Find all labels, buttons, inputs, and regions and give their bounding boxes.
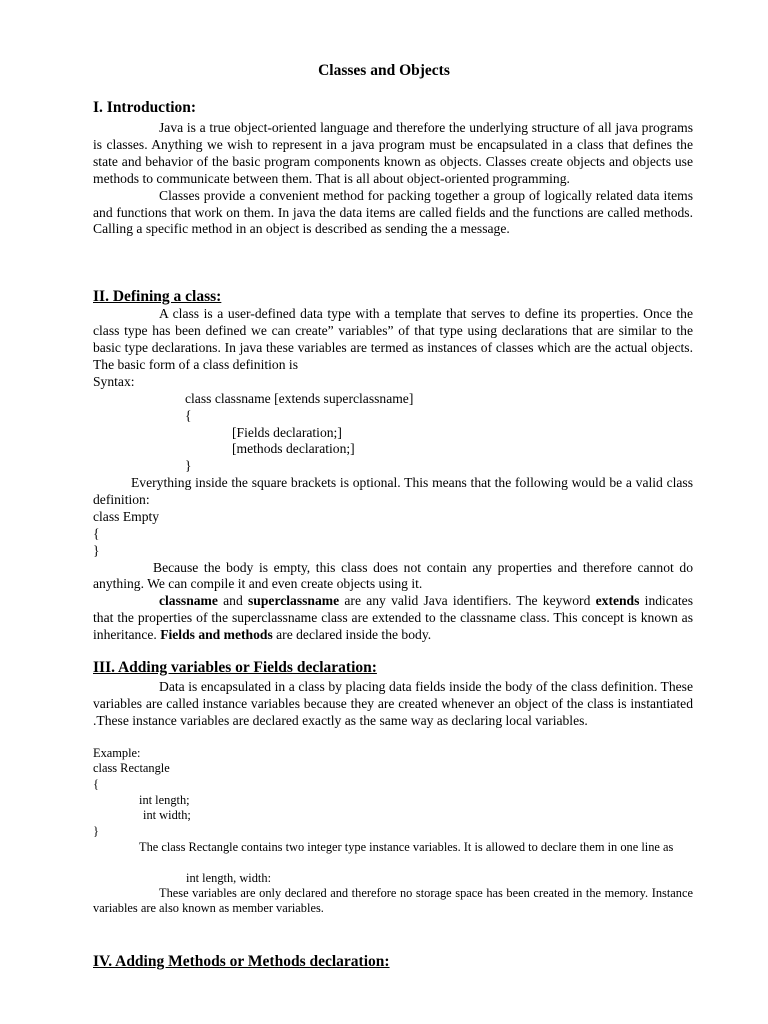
paragraph: These variables are only declared and therefore no storage space has been created in the memory. Instance variables are also known as member variables. bbox=[93, 886, 693, 916]
code-line: [methods declaration;] bbox=[232, 441, 355, 456]
defining-class-body-2 bbox=[93, 475, 693, 644]
section-heading-adding-methods: IV. Adding Methods or Methods declaration: bbox=[93, 953, 390, 970]
adding-variables-body-3 bbox=[93, 886, 693, 917]
page-title: Classes and Objects bbox=[318, 62, 450, 79]
code-line: int length, width: bbox=[186, 871, 272, 885]
adding-variables-body-2 bbox=[93, 840, 693, 855]
syntax-label: Syntax: bbox=[93, 373, 135, 389]
paragraph: A class is a user-defined data type with a template that serves to define its properties. Once the class type has been defined we can create” variables” of that type using declarations that are similar to the basic type declarations. In java these variables are termed as instances of classes which are the actual objects. The basic form of a class definition is bbox=[93, 306, 693, 372]
text-run: are declared inside the body. bbox=[272, 627, 432, 643]
introduction-body bbox=[93, 120, 693, 238]
paragraph: Classes provide a convenient method for packing together a group of logically related data items and functions that work on them. In java the data items are called fields and the functions are called methods. Calling a specific method in an object is described as sending the a message. bbox=[93, 187, 693, 237]
paragraph: Because the body is empty, this class does not contain any properties and therefore cannot do anything. We can compile it and even create objects using it. bbox=[93, 559, 693, 592]
paragraph: Java is a true object-oriented language and therefore the underlying structure of all java programs is classes. Anything we wish to represent in a java program must be encapsulated in a class that defines the state and behavior of the basic program components known as objects. Classes create objects and objects use methods to communicate between them. That is all about object-oriented programming. bbox=[93, 120, 693, 186]
section-heading-introduction: I. Introduction: bbox=[93, 99, 197, 116]
section-heading-defining-class: II. Defining a class: bbox=[93, 288, 222, 305]
code-line: } bbox=[185, 458, 192, 473]
code-line: } bbox=[93, 542, 100, 558]
code-line: int width; bbox=[143, 808, 191, 822]
code-line: class Empty bbox=[93, 508, 160, 524]
text-run: are any valid Java identifiers. The keyword bbox=[339, 593, 596, 609]
code-line: class Rectangle bbox=[93, 761, 170, 776]
example-code bbox=[93, 746, 693, 792]
code-line: } bbox=[93, 824, 99, 838]
defining-class-body bbox=[93, 306, 693, 391]
code-line: [Fields declaration;] bbox=[232, 425, 342, 440]
example-label: Example: bbox=[93, 746, 141, 760]
bold-term: extends bbox=[595, 593, 640, 609]
paragraph: The class Rectangle contains two integer type instance variables. It is allowed to declare them in one line as bbox=[139, 840, 674, 854]
bold-term: classname bbox=[159, 593, 218, 609]
bold-term: Fields and methods bbox=[160, 627, 273, 643]
section-heading-adding-variables: III. Adding variables or Fields declaration: bbox=[93, 659, 377, 676]
code-line: class classname [extends superclassname] bbox=[185, 391, 414, 406]
paragraph bbox=[93, 593, 693, 644]
paragraph: Everything inside the square brackets is optional. This means that the following would be a valid class definition: bbox=[93, 475, 693, 507]
code-line: { bbox=[93, 776, 99, 791]
code-line: { bbox=[185, 408, 192, 423]
bold-term: superclassname bbox=[248, 593, 340, 609]
code-line: { bbox=[93, 525, 100, 541]
adding-variables-body bbox=[93, 679, 693, 730]
text-run: indicates that the properties of the superclassname class are extended to the classname class. This concept is known as inheritance. bbox=[93, 593, 693, 643]
text-run: and bbox=[217, 593, 249, 609]
code-line: int length; bbox=[139, 793, 190, 807]
paragraph: Data is encapsulated in a class by placing data fields inside the body of the class definition. These variables are called instance variables because they are created whenever an object of the class is instantiated .These instance variables are declared exactly as the same way as declaring local variables. bbox=[93, 679, 693, 728]
